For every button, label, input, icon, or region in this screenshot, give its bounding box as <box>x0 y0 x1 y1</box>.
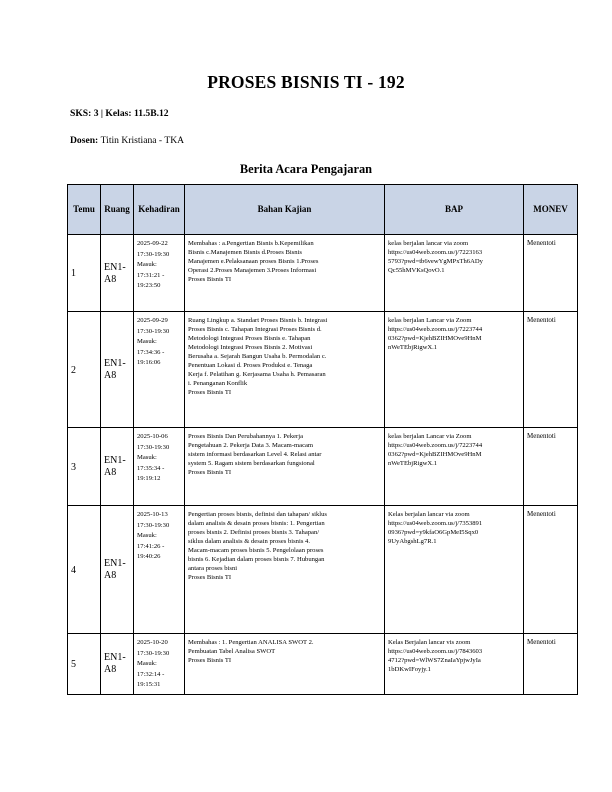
header-bahan-kajian: Bahan Kajian <box>185 185 385 235</box>
bahan-kajian-line: Pengertian proses bisnis, definisi dan tahapan/ siklus <box>188 511 327 518</box>
cell-ruang: EN1-A8 <box>101 428 134 506</box>
bahan-kajian-line: Metodologi Integrasi Proses Bisnis 2. Motivasi <box>188 344 313 351</box>
bahan-kajian-line: Pembuatan Tabel Analisa SWOT <box>188 648 276 655</box>
header-monev: MONEV <box>524 185 578 235</box>
bap-line: Kelas Berjalan lancar vis zoom <box>388 639 471 646</box>
bap-line: 4712?pwd=WlWS7ZnaIaYpjwJyIa <box>388 657 481 664</box>
bahan-kajian-line: Macam-macam proses bisnis 5. Pengelolaan proses <box>188 547 324 554</box>
bap-line: 0936?pwd=y9kfaO6GpMeI5Sqx0 <box>388 529 479 536</box>
bahan-kajian-line: Operasi 2.Proses Manajemen 3.Proses Informasi <box>188 267 317 274</box>
kehadiran-line: 17:30-19:30 <box>137 521 170 529</box>
bahan-kajian-line: Manajemen e.Pelaksanaan proses Bisnis 1.Proses <box>188 258 319 265</box>
bap-line: 1bDKwIFoyjy.1 <box>388 666 431 673</box>
cell-kehadiran <box>134 506 185 634</box>
kehadiran-line: 19:40:26 <box>137 553 161 560</box>
bahan-kajian-line: siklus dalam analisis & desain proses bisnis 4. <box>188 538 310 545</box>
bap-line: 0362?pwd=KjehBZIHMOve9HnM <box>388 451 482 458</box>
kehadiran-line: 2025-10-13 <box>137 511 168 518</box>
bahan-kajian-line: Pengetahuan 2. Pekerja Data 3. Macam-macam <box>188 442 314 449</box>
table-body <box>68 235 578 695</box>
bahan-kajian-line: Bisnis c.Manajemen Bisnis d.Proses Bisnis <box>188 249 302 256</box>
bap-line: nWeTEbjRigwX.1 <box>388 460 438 467</box>
cell-monev: Menentoti <box>524 312 578 428</box>
cell-bap <box>385 235 524 312</box>
table-header-row <box>68 185 578 235</box>
bap-line: Qc55hMVKsQovO.1 <box>388 267 445 274</box>
cell-bap <box>385 312 524 428</box>
kehadiran-line: 17:30-19:30 <box>137 250 170 258</box>
bahan-kajian-line: Ruang Lingkup a. Standart Proses Bisnis b. Integrasi <box>188 317 328 324</box>
kehadiran-line: 19:16:06 <box>137 359 161 366</box>
table-row <box>68 428 578 506</box>
cell-monev: Menentoti <box>524 634 578 695</box>
bap-line: kelas berjalan Lancar via Zoom <box>388 317 472 324</box>
cell-temu: 3 <box>68 428 101 506</box>
bahan-kajian-line: Membahas : 1. Pengertian ANALISA SWOT 2. <box>188 639 314 646</box>
bahan-kajian-line: Metodologi Integrasi Proses Bisnis e. Tahapan <box>188 335 311 342</box>
cell-monev: Menentoti <box>524 235 578 312</box>
bahan-kajian-line: Proses Bisnis TI <box>188 657 232 664</box>
bahan-kajian-line: Kerja f. Pelatihan g. Kerjasama Usaha h. Pemasaran <box>188 371 326 378</box>
cell-bap <box>385 428 524 506</box>
kehadiran-line: 17:30-19:30 <box>137 649 170 657</box>
kehadiran-line: 17:31:21 - <box>137 271 165 279</box>
cell-bahan-kajian <box>185 634 385 695</box>
bahan-kajian-line: Penentuan Lokasi d. Proses Produksi e. Tenaga <box>188 362 313 369</box>
cell-kehadiran <box>134 428 185 506</box>
bap-line: nWeTEbjRigwX.1 <box>388 344 438 351</box>
cell-temu: 2 <box>68 312 101 428</box>
bahan-kajian-line: i. Penanganan Konflik <box>188 380 248 387</box>
cell-monev: Menentoti <box>524 428 578 506</box>
cell-ruang: EN1-A8 <box>101 235 134 312</box>
lecturer-info <box>70 135 184 146</box>
teaching-record-table <box>67 184 578 695</box>
course-info: SKS: 3 | Kelas: 11.5B.12 <box>70 108 169 119</box>
cell-bap <box>385 506 524 634</box>
cell-bahan-kajian <box>185 312 385 428</box>
cell-ruang: EN1-A8 <box>101 506 134 634</box>
bahan-kajian-line: system 5. Ragam sistem berdasarkan fungsional <box>188 460 315 467</box>
header-temu: Temu <box>68 185 101 235</box>
bap-line: Kelas berjalan lancar via zoom <box>388 511 470 518</box>
kehadiran-line: Masuk: <box>137 261 157 268</box>
bahan-kajian-line: Proses Bisnis TI <box>188 574 232 581</box>
kehadiran-line: 17:34:36 - <box>137 348 165 356</box>
cell-temu: 4 <box>68 506 101 634</box>
bahan-kajian-line: Berusaha a. Sejarah Bangun Usaha b. Permodalan c. <box>188 353 327 360</box>
kehadiran-line: 2025-10-06 <box>137 433 168 440</box>
cell-temu: 1 <box>68 235 101 312</box>
cell-bahan-kajian <box>185 235 385 312</box>
bap-line: https://us04web.zoom.us/j/7843603 <box>388 648 483 655</box>
cell-kehadiran <box>134 235 185 312</box>
cell-kehadiran <box>134 634 185 695</box>
cell-kehadiran <box>134 312 185 428</box>
kehadiran-line: Masuk: <box>137 660 157 667</box>
bahan-kajian-line: dalam analisis & desain proses bisnis: 1. Pengertian <box>188 520 325 527</box>
cell-bap <box>385 634 524 695</box>
kehadiran-line: 19:15:31 <box>137 681 161 688</box>
kehadiran-line: 2025-09-22 <box>137 240 168 247</box>
bap-line: 5793?pwd=tb6vewYgMPxTh6ADy <box>388 258 483 265</box>
table-row <box>68 312 578 428</box>
bahan-kajian-line: antara proses bisni <box>188 565 238 572</box>
bahan-kajian-line: Membahas : a.Pengertian Bisnis b.Kepemilikan <box>188 240 314 247</box>
bap-line: kelas berjalan lancar via zoom <box>388 240 469 247</box>
header-ruang: Ruang <box>101 185 134 235</box>
header-kehadiran: Kehadiran <box>134 185 185 235</box>
table-row <box>68 235 578 312</box>
cell-bahan-kajian <box>185 428 385 506</box>
lecturer-name: Titin Kristiana - TKA <box>100 135 185 146</box>
bahan-kajian-line: Proses Bisnis TI <box>188 276 232 283</box>
kehadiran-line: Masuk: <box>137 454 157 461</box>
bap-line: https://us04web.zoom.us/j/7223744 <box>388 442 483 449</box>
section-title: Berita Acara Pengajaran <box>239 162 373 176</box>
bahan-kajian-line: sistem informasi berdasarkan Level 4. Relasi antar <box>188 451 322 458</box>
document-title: PROSES BISNIS TI - 192 <box>207 72 405 92</box>
bahan-kajian-line: Proses Bisnis c. Tahapan Integrasi Proses Bisnis d. <box>188 326 322 333</box>
bahan-kajian-line: Proses Bisnis TI <box>188 389 232 396</box>
bap-line: 0362?pwd=KjehBZIHMOve9HnM <box>388 335 482 342</box>
bahan-kajian-line: Proses Bisnis TI <box>188 469 232 476</box>
kehadiran-line: 17:30-19:30 <box>137 443 170 451</box>
cell-temu: 5 <box>68 634 101 695</box>
kehadiran-line: 17:35:34 - <box>137 464 165 472</box>
cell-ruang: EN1-A8 <box>101 634 134 695</box>
kehadiran-line: 2025-09-29 <box>137 317 168 324</box>
bahan-kajian-line: Proses Bisnis Dan Perubahannya 1. Pekerja <box>188 433 304 440</box>
bap-line: https://us04web.zoom.us/j/7353891 <box>388 520 483 527</box>
kehadiran-line: 17:30-19:30 <box>137 327 170 335</box>
cell-bahan-kajian <box>185 506 385 634</box>
header-bap: BAP <box>385 185 524 235</box>
kehadiran-line: 2025-10-20 <box>137 639 168 646</box>
bap-line: https://us04web.zoom.us/j/7223744 <box>388 326 483 333</box>
bahan-kajian-line: proses bisnis 2. Definisi proses bisnis 3. Tahapan/ <box>188 529 320 536</box>
kehadiran-line: Masuk: <box>137 532 157 539</box>
kehadiran-line: 19:23:50 <box>137 282 161 289</box>
kehadiran-line: 17:41:26 - <box>137 542 165 550</box>
cell-ruang: EN1-A8 <box>101 312 134 428</box>
bahan-kajian-line: bisnis 6. Kejadian dalam proses bisnis 7. Hubungan <box>188 556 325 563</box>
kehadiran-line: 17:32:14 - <box>137 670 165 678</box>
lecturer-label: Dosen: <box>70 135 99 146</box>
bap-line: https://us04web.zoom.us/j/7223163 <box>388 249 483 256</box>
kehadiran-line: Masuk: <box>137 338 157 345</box>
cell-monev: Menentoti <box>524 506 578 634</box>
kehadiran-line: 19:19:12 <box>137 475 161 482</box>
table-row <box>68 634 578 695</box>
bap-line: kelas berjalan Lancar via Zoom <box>388 433 472 440</box>
table-row <box>68 506 578 634</box>
bap-line: 9UyAbgshLg7R.1 <box>388 538 437 545</box>
